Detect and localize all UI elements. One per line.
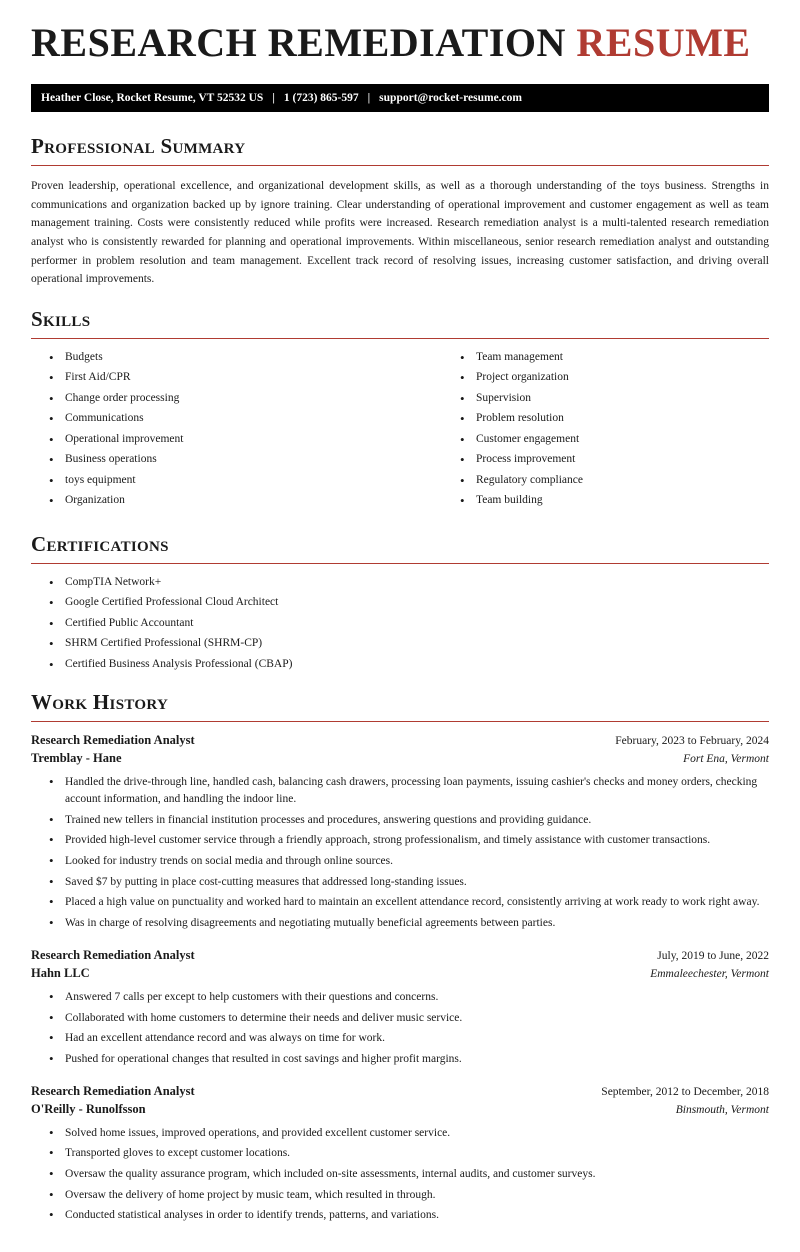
- section-divider: [31, 165, 769, 166]
- list-item: • Collaborated with home customers to determine their needs and deliver music service.: [49, 1010, 769, 1027]
- list-item: • Change order processing: [49, 391, 400, 407]
- list-item: • Saved $7 by putting in place cost-cutting measures that addressed long-standing issues.: [49, 874, 769, 891]
- page-title-accent: RESUME: [576, 20, 751, 65]
- skills-list-left: [31, 350, 400, 509]
- job-bullets: [31, 1125, 769, 1224]
- list-item: • Communications: [49, 411, 400, 427]
- work-history-entry: [31, 948, 769, 1068]
- page-title: [31, 22, 769, 64]
- section-divider: [31, 563, 769, 564]
- list-item: • Answered 7 calls per except to help customers with their questions and concerns.: [49, 989, 769, 1006]
- skills-list-right: [442, 350, 769, 509]
- job-company: Hahn LLC: [31, 965, 90, 980]
- list-item: • Looked for industry trends on social media and through online sources.: [49, 853, 769, 870]
- section-heading-summary: Professional Summary: [31, 134, 246, 158]
- skills-columns: [31, 350, 769, 514]
- section-divider: [31, 721, 769, 722]
- section-divider: [31, 338, 769, 339]
- skills-column-left: [31, 350, 400, 514]
- job-title: Research Remediation Analyst: [31, 1083, 195, 1098]
- list-item: • SHRM Certified Professional (SHRM-CP): [49, 636, 769, 652]
- certifications-list: [31, 575, 769, 673]
- list-item: • Oversaw the quality assurance program, which included on-site assessments, internal audits, and customer surveys.: [49, 1166, 769, 1183]
- job-bullets: [31, 774, 769, 931]
- list-item: • Solved home issues, improved operations, and provided excellent customer service.: [49, 1125, 769, 1142]
- list-item: • Certified Public Accountant: [49, 616, 769, 632]
- section-professional-summary: [31, 134, 769, 289]
- section-heading-work-history: Work History: [31, 690, 169, 715]
- job-title-row: [31, 1084, 769, 1099]
- list-item: • Budgets: [49, 350, 400, 366]
- job-title: Research Remediation Analyst: [31, 733, 195, 748]
- section-skills: [31, 307, 769, 514]
- list-item: • Process improvement: [460, 452, 769, 468]
- contact-separator-1: |: [272, 92, 275, 104]
- list-item: • Provided high-level customer service through a friendly approach, strong professionalism, and timely assistance with customer transactions.: [49, 832, 769, 849]
- list-item: • Organization: [49, 493, 400, 509]
- list-item: • Team building: [460, 493, 769, 509]
- list-item: • Trained new tellers in financial institution processes and procedures, answering questions and providing guidance.: [49, 812, 769, 829]
- work-history-entry: [31, 733, 769, 931]
- job-location: Binsmouth, Vermont: [675, 1103, 769, 1116]
- list-item: • Business operations: [49, 452, 400, 468]
- list-item: • Was in charge of resolving disagreements and negotiating mutually beneficial agreements between parties.: [49, 915, 769, 932]
- list-item: • CompTIA Network+: [49, 575, 769, 591]
- list-item: • Project organization: [460, 370, 769, 386]
- list-item: • Conducted statistical analyses in order to identify trends, patterns, and variations.: [49, 1207, 769, 1224]
- contact-bar: [31, 84, 769, 112]
- job-location: Fort Ena, Vermont: [683, 753, 769, 766]
- list-item: • Oversaw the delivery of home project by music team, which resulted in through.: [49, 1187, 769, 1204]
- list-item: • Handled the drive-through line, handled cash, balancing cash drawers, processing loan payments, issuing cashier's checks and money orders, checking account information, and handling the indoor line.: [49, 774, 769, 807]
- skills-column-right: [400, 350, 769, 514]
- list-item: • Problem resolution: [460, 411, 769, 427]
- job-title-row: [31, 948, 769, 963]
- job-company-row: [31, 751, 769, 766]
- list-item: • Placed a high value on punctuality and worked hard to maintain an excellent attendance record, consistently arriving at work ready to work right away.: [49, 894, 769, 911]
- page-title-main: RESEARCH REMEDIATION: [31, 20, 577, 65]
- job-company-row: [31, 966, 769, 981]
- list-item: • toys equipment: [49, 473, 400, 489]
- job-bullets: [31, 989, 769, 1068]
- contact-name-address: Heather Close, Rocket Resume, VT 52532 US: [41, 92, 264, 104]
- job-dates: February, 2023 to February, 2024: [615, 735, 769, 748]
- section-heading-certifications: Certifications: [31, 531, 169, 556]
- list-item: • Customer engagement: [460, 432, 769, 448]
- job-location: Emmaleechester, Vermont: [650, 967, 769, 980]
- list-item: • Transported gloves to except customer locations.: [49, 1145, 769, 1162]
- section-certifications: [31, 532, 769, 673]
- list-item: • Google Certified Professional Cloud Architect: [49, 595, 769, 611]
- job-company-row: [31, 1102, 769, 1117]
- section-work-history: [31, 690, 769, 1223]
- job-company: O'Reilly - Runolfsson: [31, 1101, 146, 1116]
- list-item: • Regulatory compliance: [460, 473, 769, 489]
- job-title-row: [31, 733, 769, 748]
- job-title: Research Remediation Analyst: [31, 947, 195, 962]
- list-item: • Certified Business Analysis Professional (CBAP): [49, 657, 769, 673]
- contact-email[interactable]: support@rocket-resume.com: [379, 92, 522, 104]
- contact-separator-2: |: [367, 92, 371, 104]
- list-item: • Operational improvement: [49, 432, 400, 448]
- job-dates: September, 2012 to December, 2018: [601, 1085, 769, 1098]
- section-heading-skills: Skills: [31, 306, 91, 331]
- list-item: • Supervision: [460, 391, 769, 407]
- list-item: • First Aid/CPR: [49, 370, 400, 386]
- list-item: • Team management: [460, 350, 769, 366]
- job-company: Tremblay - Hane: [31, 751, 122, 766]
- summary-text: Proven leadership, operational excellence, and organizational development skills, as well as a thorough understanding of the toys business. Strengths in communications and organization backed up by ignore training. Clear understanding of operational improvement and customer engagement as well as team management training. Costs were consistently reduced while profits were increased. Research remediation analyst is a multi-talented research remediation analyst who is consistently rewarded for planning and operational improvements. Within miscellaneous, senior research remediation analyst and outstanding performer in problem resolution and team management. Excellent track record of resolving issues, increasing customer satisfaction, and driving overall operational improvements.: [31, 180, 769, 286]
- list-item: • Pushed for operational changes that resulted in cost savings and higher profit margins.: [49, 1051, 769, 1068]
- job-dates: July, 2019 to June, 2022: [657, 949, 769, 962]
- contact-phone[interactable]: 1 (723) 865-597: [283, 92, 359, 104]
- work-history-entry: [31, 1084, 769, 1224]
- list-item: • Had an excellent attendance record and was always on time for work.: [49, 1030, 769, 1047]
